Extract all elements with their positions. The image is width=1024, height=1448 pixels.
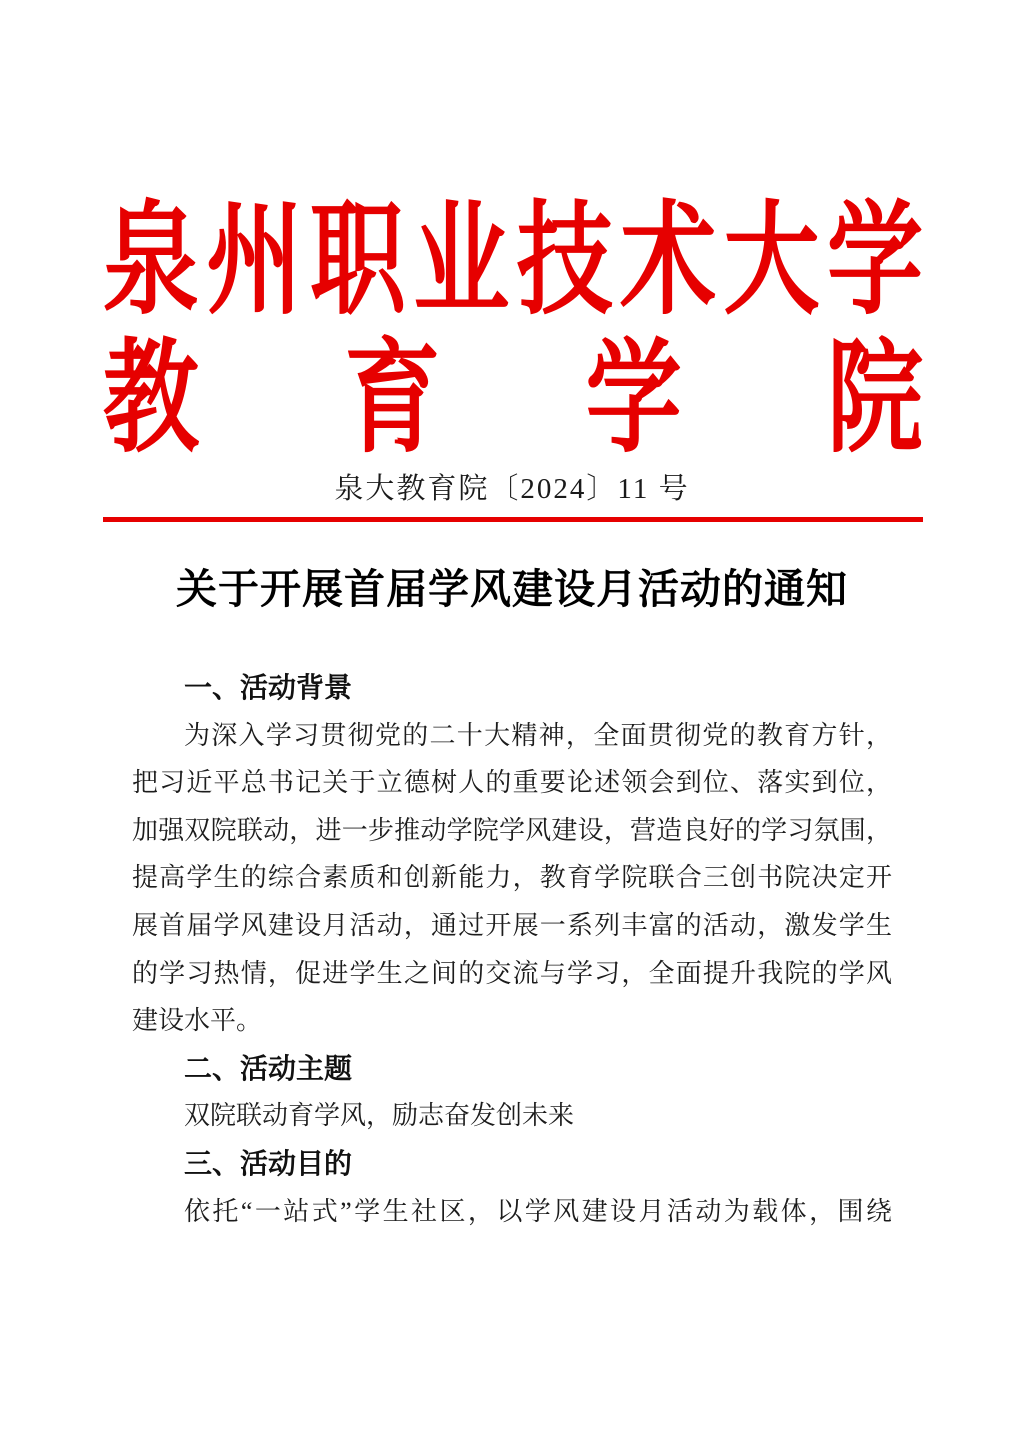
org-name-char: 州 <box>206 192 303 330</box>
org-name-char: 泉 <box>103 192 199 330</box>
body-line: 双院联动育学风，励志奋发创未来 <box>184 1101 575 1131</box>
org-name-line2 <box>103 330 923 468</box>
section-heading: 一、活动背景 <box>184 672 353 703</box>
org-name-char: 育 <box>344 330 441 468</box>
red-separator-line <box>103 517 923 522</box>
section-heading: 二、活动主题 <box>184 1052 353 1084</box>
body-line: 加强双院联动，进一步推动学院学风建设，营造良好的学习氛围， <box>132 815 892 845</box>
body-line: 提高学生的综合素质和创新能力，教育学院联合三创书院决定开 <box>132 863 892 893</box>
body-line: 依托“一站式”学生社区，以学风建设月活动为载体，围绕 <box>184 1196 892 1226</box>
org-name-char: 职 <box>309 192 406 330</box>
body-line: 展首届学风建设月活动，通过开展一系列丰富的活动，激发学生 <box>132 910 892 940</box>
body-line: 为深入学习贯彻党的二十大精神，全面贯彻党的教育方针， <box>184 720 892 750</box>
org-name-char: 院 <box>826 330 923 468</box>
body-line: 的学习热情，促进学生之间的交流与学习，全面提升我院的学风 <box>132 958 892 988</box>
org-name-char: 教 <box>103 330 199 468</box>
body-line: 把习近平总书记关于立德树人的重要论述领会到位、落实到位， <box>132 768 892 798</box>
org-name-char: 业 <box>413 192 510 330</box>
section-heading: 三、活动目的 <box>184 1147 353 1179</box>
document-title: 关于开展首届学风建设月活动的通知 <box>176 566 848 612</box>
org-name-char: 学 <box>585 330 682 468</box>
org-name-char: 术 <box>620 192 717 330</box>
document-body <box>132 664 892 1235</box>
doc-number: 泉大教育院〔2024〕11 号 <box>334 473 690 505</box>
org-name-char: 大 <box>723 192 820 330</box>
org-name-char: 学 <box>826 192 923 330</box>
org-name-line1 <box>103 192 923 330</box>
org-name-char: 技 <box>516 192 613 330</box>
body-line: 建设水平。 <box>132 1006 263 1036</box>
